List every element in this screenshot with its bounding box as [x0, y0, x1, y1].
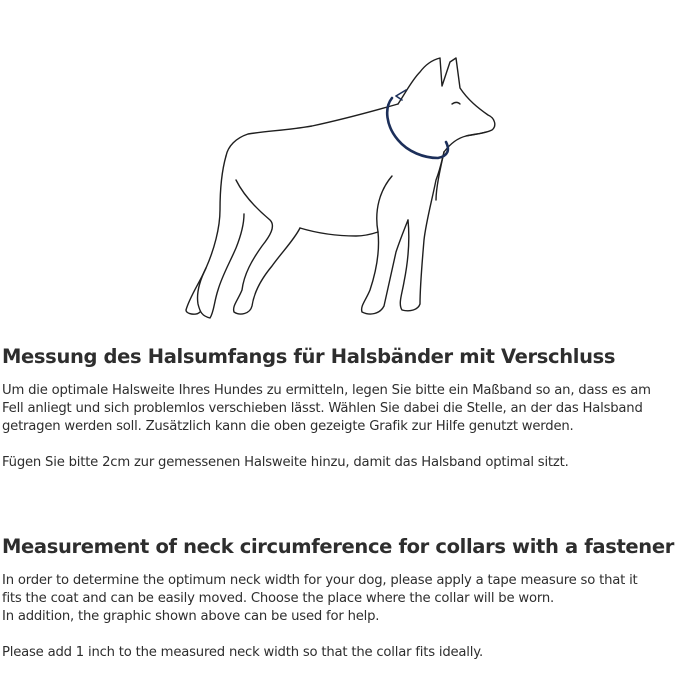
- dog-back-outline: [226, 104, 398, 156]
- english-paragraph-1-line-2: fits the coat and can be easily moved. Choose the place where the collar will be worn.: [2, 591, 554, 606]
- dog-collar-illustration: [170, 50, 510, 325]
- english-paragraph-2-line-1: Please add 1 inch to the measured neck width so that the collar fits ideally.: [2, 645, 483, 660]
- dog-tail-outline: [197, 156, 244, 318]
- dog-outline-drawing: [170, 50, 510, 325]
- english-paragraph-1: [2, 572, 698, 626]
- german-paragraph-1: [2, 382, 698, 436]
- dog-mouth: [466, 132, 486, 136]
- german-paragraph-1-line-3: getragen werden soll. Zusätzlich kann die oben gezeigte Grafik zur Hilfe genutzt werden.: [2, 419, 574, 434]
- english-heading: Measurement of neck circumference for collars with a fastener: [2, 535, 674, 558]
- dog-hind-leg-back: [186, 268, 206, 314]
- dog-belly-outline: [300, 228, 378, 236]
- english-section: [2, 534, 698, 662]
- german-paragraph-2-line-1: Fügen Sie bitte 2cm zur gemessenen Halsweite hinzu, damit das Halsband optimal sitzt.: [2, 455, 569, 470]
- german-paragraph-2: [2, 454, 698, 472]
- german-paragraph-1-line-1: Um die optimale Halsweite Ihres Hundes zu ermitteln, legen Sie bitte ein Maßband so an, dass es am: [2, 383, 651, 398]
- german-paragraph-1-line-2: Fell anliegt und sich problemlos verschieben lässt. Wählen Sie dabei die Stelle, an der das Halsband: [2, 401, 643, 416]
- dog-head-outline: [398, 58, 495, 152]
- dog-eye: [452, 103, 460, 105]
- dog-front-leg-front: [400, 152, 444, 311]
- english-paragraph-2: [2, 644, 698, 662]
- dog-hind-leg-outline: [234, 180, 300, 314]
- collar-ellipse: [387, 98, 448, 158]
- dog-shoulder-detail: [377, 176, 392, 232]
- english-paragraph-1-line-3: In addition, the graphic shown above can be used for help.: [2, 609, 380, 624]
- english-paragraph-1-line-1: In order to determine the optimum neck width for your dog, please apply a tape measure so that it: [2, 573, 638, 588]
- german-heading: Messung des Halsumfangs für Halsbänder mit Verschluss: [2, 345, 616, 368]
- german-section: [2, 344, 698, 472]
